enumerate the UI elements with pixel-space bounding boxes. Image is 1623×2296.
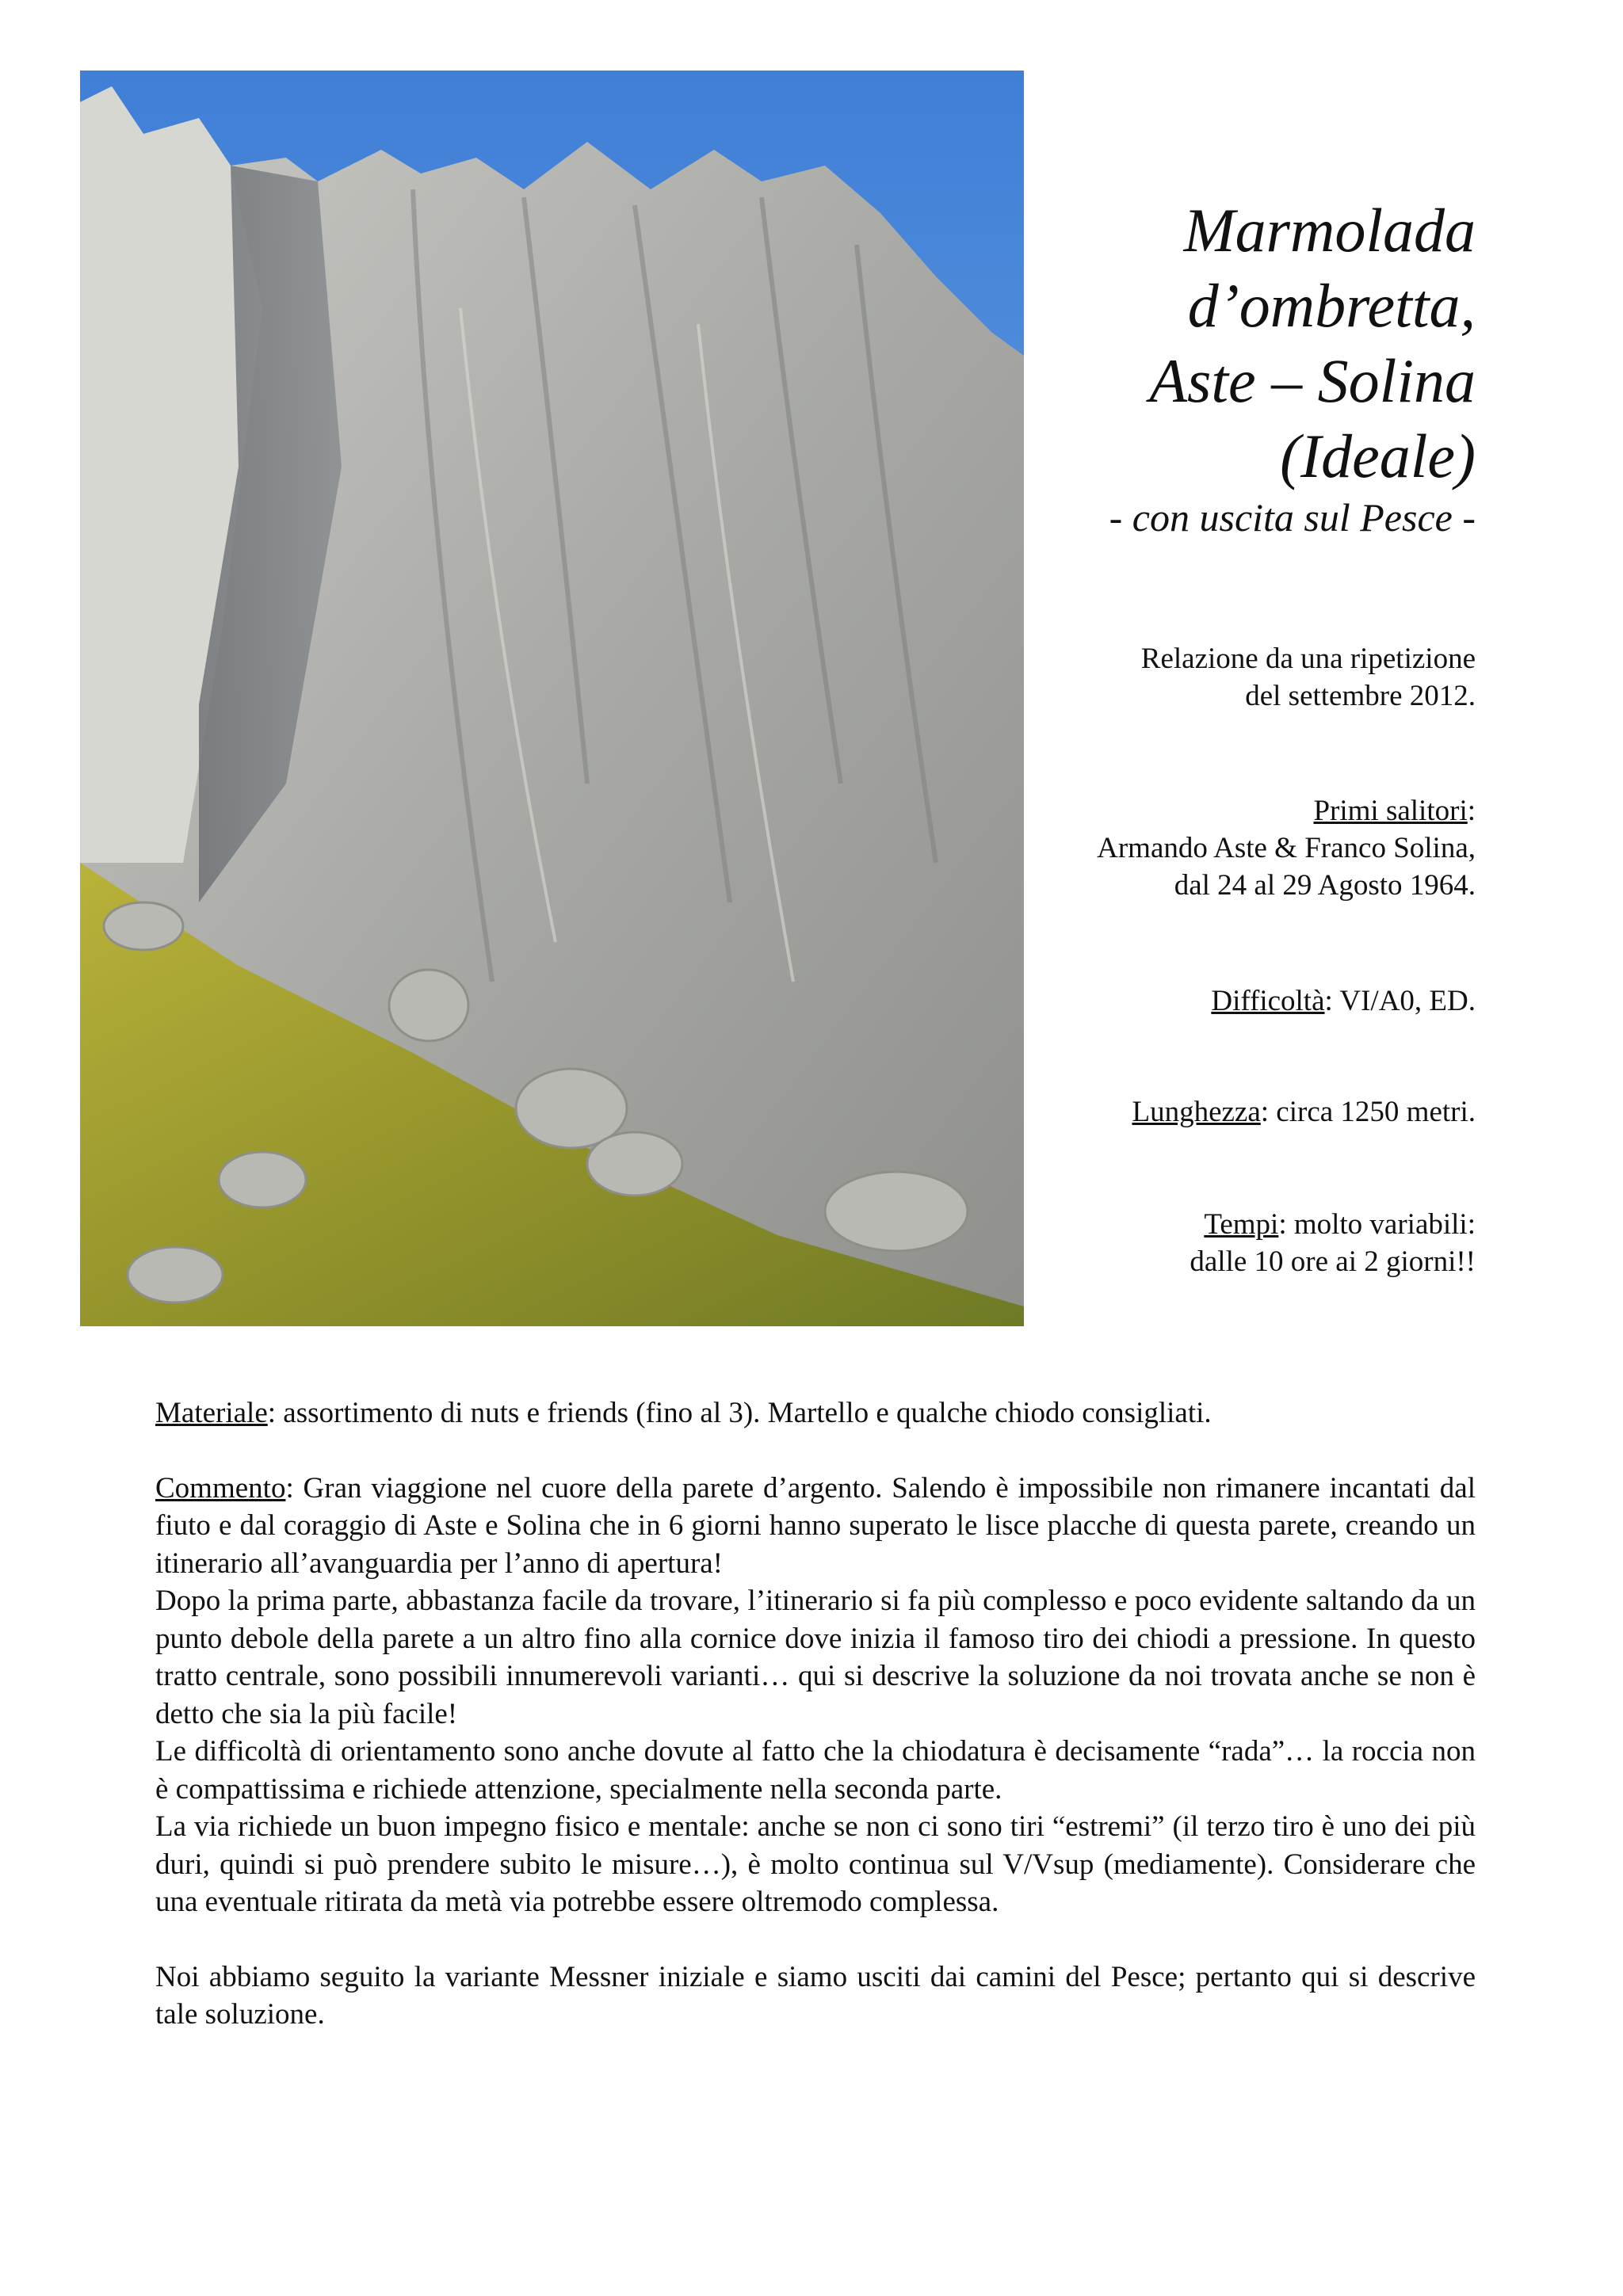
conclusione-paragraph: Noi abbiamo seguito la variante Messner iniziale e siamo usciti dai camini del Pesce; pertanto qui si descrive tale soluzione.	[155, 1960, 1476, 2031]
difficolta-info	[921, 982, 1476, 1020]
title-block	[905, 193, 1476, 541]
difficolta-label: Difficoltà	[1211, 985, 1325, 1017]
title-line-3: Aste – Solina	[1149, 346, 1476, 415]
relazione-line-1: Relazione da una ripetizione	[1140, 643, 1476, 675]
commento-paragraph-3: Le difficoltà di orientamento sono anche dovute al fatto che la chiodatura è decisamente “rada”… la roccia non è compattissima e richiede attenzione, specialmente nella seconda parte.	[155, 1735, 1476, 1806]
commento-paragraph-4: La via richiede un buon impegno fisico e mentale: anche se non ci sono tiri “estremi” (il terzo tiro è uno dei più duri, quindi si può prendere subito le misure…), è molto continua sul V/Vsup (mediamente). Considerare che una eventuale ritirata da metà via potrebbe essere oltremodo complessa.	[155, 1810, 1476, 1918]
materiale-text: : assortimento di nuts e friends (fino al 3). Martello e qualche chiodo consigliati.	[267, 1397, 1212, 1429]
relazione-info	[921, 640, 1476, 715]
materiale-paragraph	[155, 1394, 1476, 1432]
tempi-value: : molto variabili:	[1278, 1208, 1476, 1241]
commento-paragraph-1	[155, 1470, 1476, 1583]
primi-salitori-line-1: Armando Aste & Franco Solina,	[1097, 832, 1476, 864]
relazione-line-2: del settembre 2012.	[1245, 680, 1476, 712]
lunghezza-value: : circa 1250 metri.	[1260, 1096, 1476, 1128]
commento-text-1: : Gran viaggione nel cuore della parete d’argento. Salendo è impossibile non rimanere incantati dal fiuto e dal coraggio di Aste e Solina che in 6 giorni hanno superato le lisce placche di questa parete, creando un itinerario all’avanguardia per l’anno di apertura!	[155, 1471, 1476, 1580]
body-text	[155, 1394, 1476, 2034]
commento-paragraph-2: Dopo la prima parte, abbastanza facile da trovare, l’itinerario si fa più complesso e poco evidente saltando da un punto debole della parete a un altro fino alla cornice dove inizia il famoso tiro dei chiodi a pressione. In questo tratto centrale, sono possibili innumerevoli varianti… qui si descrive la soluzione da noi trovata anche se non è detto che sia la più facile!	[155, 1585, 1476, 1730]
title-line-4: (Ideale)	[1280, 421, 1476, 490]
title-line-2: d’ombretta,	[1187, 271, 1476, 340]
mountain-face-photo	[80, 71, 1024, 1326]
primi-salitori-label: Primi salitori	[1313, 795, 1468, 827]
title-line-1: Marmolada	[1183, 196, 1476, 265]
mountain-photo-illustration	[80, 71, 1024, 1326]
tempi-info	[921, 1206, 1476, 1280]
lunghezza-info	[921, 1093, 1476, 1131]
primi-salitori-info	[921, 792, 1476, 904]
lunghezza-label: Lunghezza	[1132, 1096, 1261, 1128]
commento-label: Commento	[155, 1471, 286, 1505]
primi-salitori-colon: :	[1467, 795, 1476, 827]
difficolta-value: : VI/A0, ED.	[1324, 985, 1476, 1017]
subtitle: - con uscita sul Pesce -	[1109, 495, 1476, 540]
tempi-line-2: dalle 10 ore ai 2 giorni!!	[1190, 1245, 1476, 1278]
materiale-label: Materiale	[155, 1397, 268, 1429]
tempi-label: Tempi	[1204, 1208, 1279, 1241]
primi-salitori-line-2: dal 24 al 29 Agosto 1964.	[1174, 869, 1476, 902]
